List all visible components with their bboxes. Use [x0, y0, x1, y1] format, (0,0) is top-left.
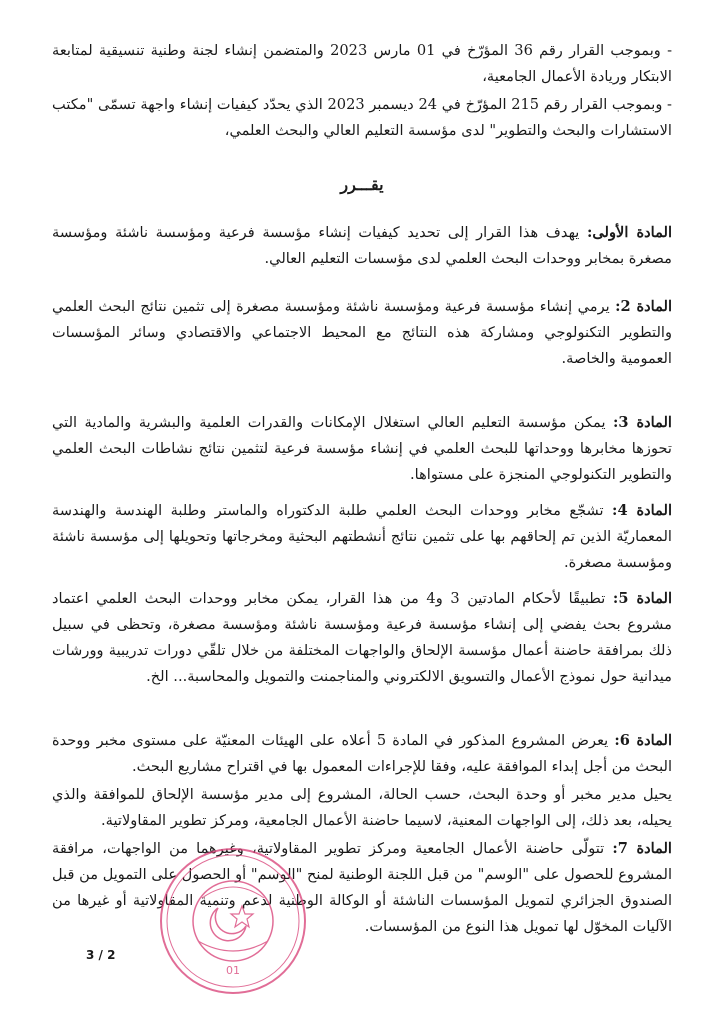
article-text: يرمي إنشاء مؤسسة فرعية ومؤسسة ناشئة ومؤسسة مصغرة إلى تثمين نتائج البحث العلمي والتطوير التكنولوجي ومشاركة هذه النتائج مع المحيط الاجتماعي والاقتصادي وسائر المؤسسات العمومية والخاصة.	[52, 298, 672, 367]
article-label: المادة 3:	[613, 414, 672, 431]
preamble-item: - وبموجب القرار رقم 36 المؤرّخ في 01 مارس 2023 والمتضمن إنشاء لجنة وطنية تنسيقية لمتابعة الابتكار وريادة الأعمال الجامعية،	[52, 42, 672, 85]
article-text: تطبيقًا لأحكام المادتين 3 و4 من هذا القرار، يمكن مخابر ووحدات البحث العلمي اعتماد مشروع بحث يفضي إلى إنشاء مؤسسة فرعية ومؤسسة ناشئة ومؤسسة مصغرة، وتحظى في سبيل ذلك بمرافقة حاضنة أعمال مؤسسة الإلحاق والواجهات المختلفة من خلال تلقّي دورات تدريبية وورشات ميدانية حول نموذج الأعمال والتسويق الالكتروني والمناجمنت والتمويل والمحاسبة... الخ.	[52, 590, 672, 685]
article-text: يهدف هذا القرار إلى تحديد كيفيات إنشاء مؤسسة فرعية ومؤسسة ناشئة ومؤسسة مصغرة بمخابر ووحدات البحث العلمي لدى مؤسسات التعليم العالي.	[52, 224, 672, 267]
seal-center-ring	[193, 881, 273, 961]
article-label: المادة 2:	[615, 298, 673, 315]
seal-arc	[202, 887, 264, 898]
article-label: المادة 4:	[612, 502, 672, 519]
preamble-item: - وبموجب القرار رقم 215 المؤرّخ في 24 ديسمبر 2023 الذي يحدّد كيفيات إنشاء واجهة تسمّى "مكتب الاستشارات والبحث والتطوير" لدى مؤسسة التعليم العالي والبحث العلمي،	[52, 96, 672, 139]
article-label: المادة 5:	[612, 590, 673, 607]
article-label: المادة 7:	[612, 840, 672, 857]
article-5	[52, 586, 672, 690]
official-seal	[158, 846, 308, 996]
article-6	[52, 728, 672, 780]
article-label: المادة 6:	[614, 732, 673, 749]
seal-number: 01	[226, 964, 240, 977]
article-text: تتولّى حاضنة الأعمال الجامعية ومركز تطوير المقاولاتية، وغيرهما من الواجهات، مرافقة المشروع للحصول على "الوسم" من قبل اللجنة الوطنية لمنح "الوسم" أو الحصول على التمويل من قبل الصندوق الجزائري لتمويل المؤسسات الناشئة أو الوكالة الوطنية لدعم وتنمية المقاولاتية أو غيرها من الآليات المخوّل لها تمويل هذا النوع من المؤسسات.	[52, 840, 672, 935]
article-1	[52, 220, 672, 272]
article-text: يعرض المشروع المذكور في المادة 5 أعلاه على الهيئات المعنيّة على مستوى مخبر ووحدة البحث من أجل إبداء الموافقة عليه، وفقا للإجراءات المعمول بها في اقتراح مشاريع البحث.	[52, 732, 672, 775]
article-7	[52, 836, 672, 940]
document-body	[52, 38, 672, 962]
decides-heading: يقـــرر	[340, 175, 384, 194]
article-text: تشجّع مخابر ووحدات البحث العلمي طلبة الدكتوراه والماستر وطلبة الهندسة والهندسة المعماريّة الذين تم إلحاقهم بها على تثمين نتائج أنشطتهم البحثية ومخرجاتها وتحويلها إلى مؤسسة ناشئة ومؤسسة مصغرة.	[52, 502, 672, 571]
star-icon	[231, 906, 253, 927]
seal-wreath	[198, 941, 268, 951]
article-4	[52, 498, 672, 576]
article-3	[52, 410, 672, 488]
preamble	[52, 38, 672, 144]
crescent-icon	[210, 908, 246, 941]
article-2	[52, 294, 672, 372]
article-text: يمكن مؤسسة التعليم العالي استغلال الإمكانات والقدرات العلمية والبشرية والمادية التي تحوزها مخابرها ووحداتها للبحث العلمي في إنشاء مؤسسة فرعية لتثمين نتائج نشاطات البحث العلمي والتطوير التكنولوجي المنجزة على مستواها.	[52, 414, 672, 483]
article-label: المادة الأولى:	[587, 224, 673, 241]
article-6-paragraph-2: يحيل مدير مخبر أو وحدة البحث، حسب الحالة، المشروع إلى مدير مؤسسة الإلحاق للموافقة والذي يحيله، بعد ذلك، إلى الواجهات المعنية، لاسيما حاضنة الأعمال الجامعية، ومركز تطوير المقاولاتية.	[52, 786, 672, 829]
page-number: 3 / 2	[86, 948, 116, 962]
